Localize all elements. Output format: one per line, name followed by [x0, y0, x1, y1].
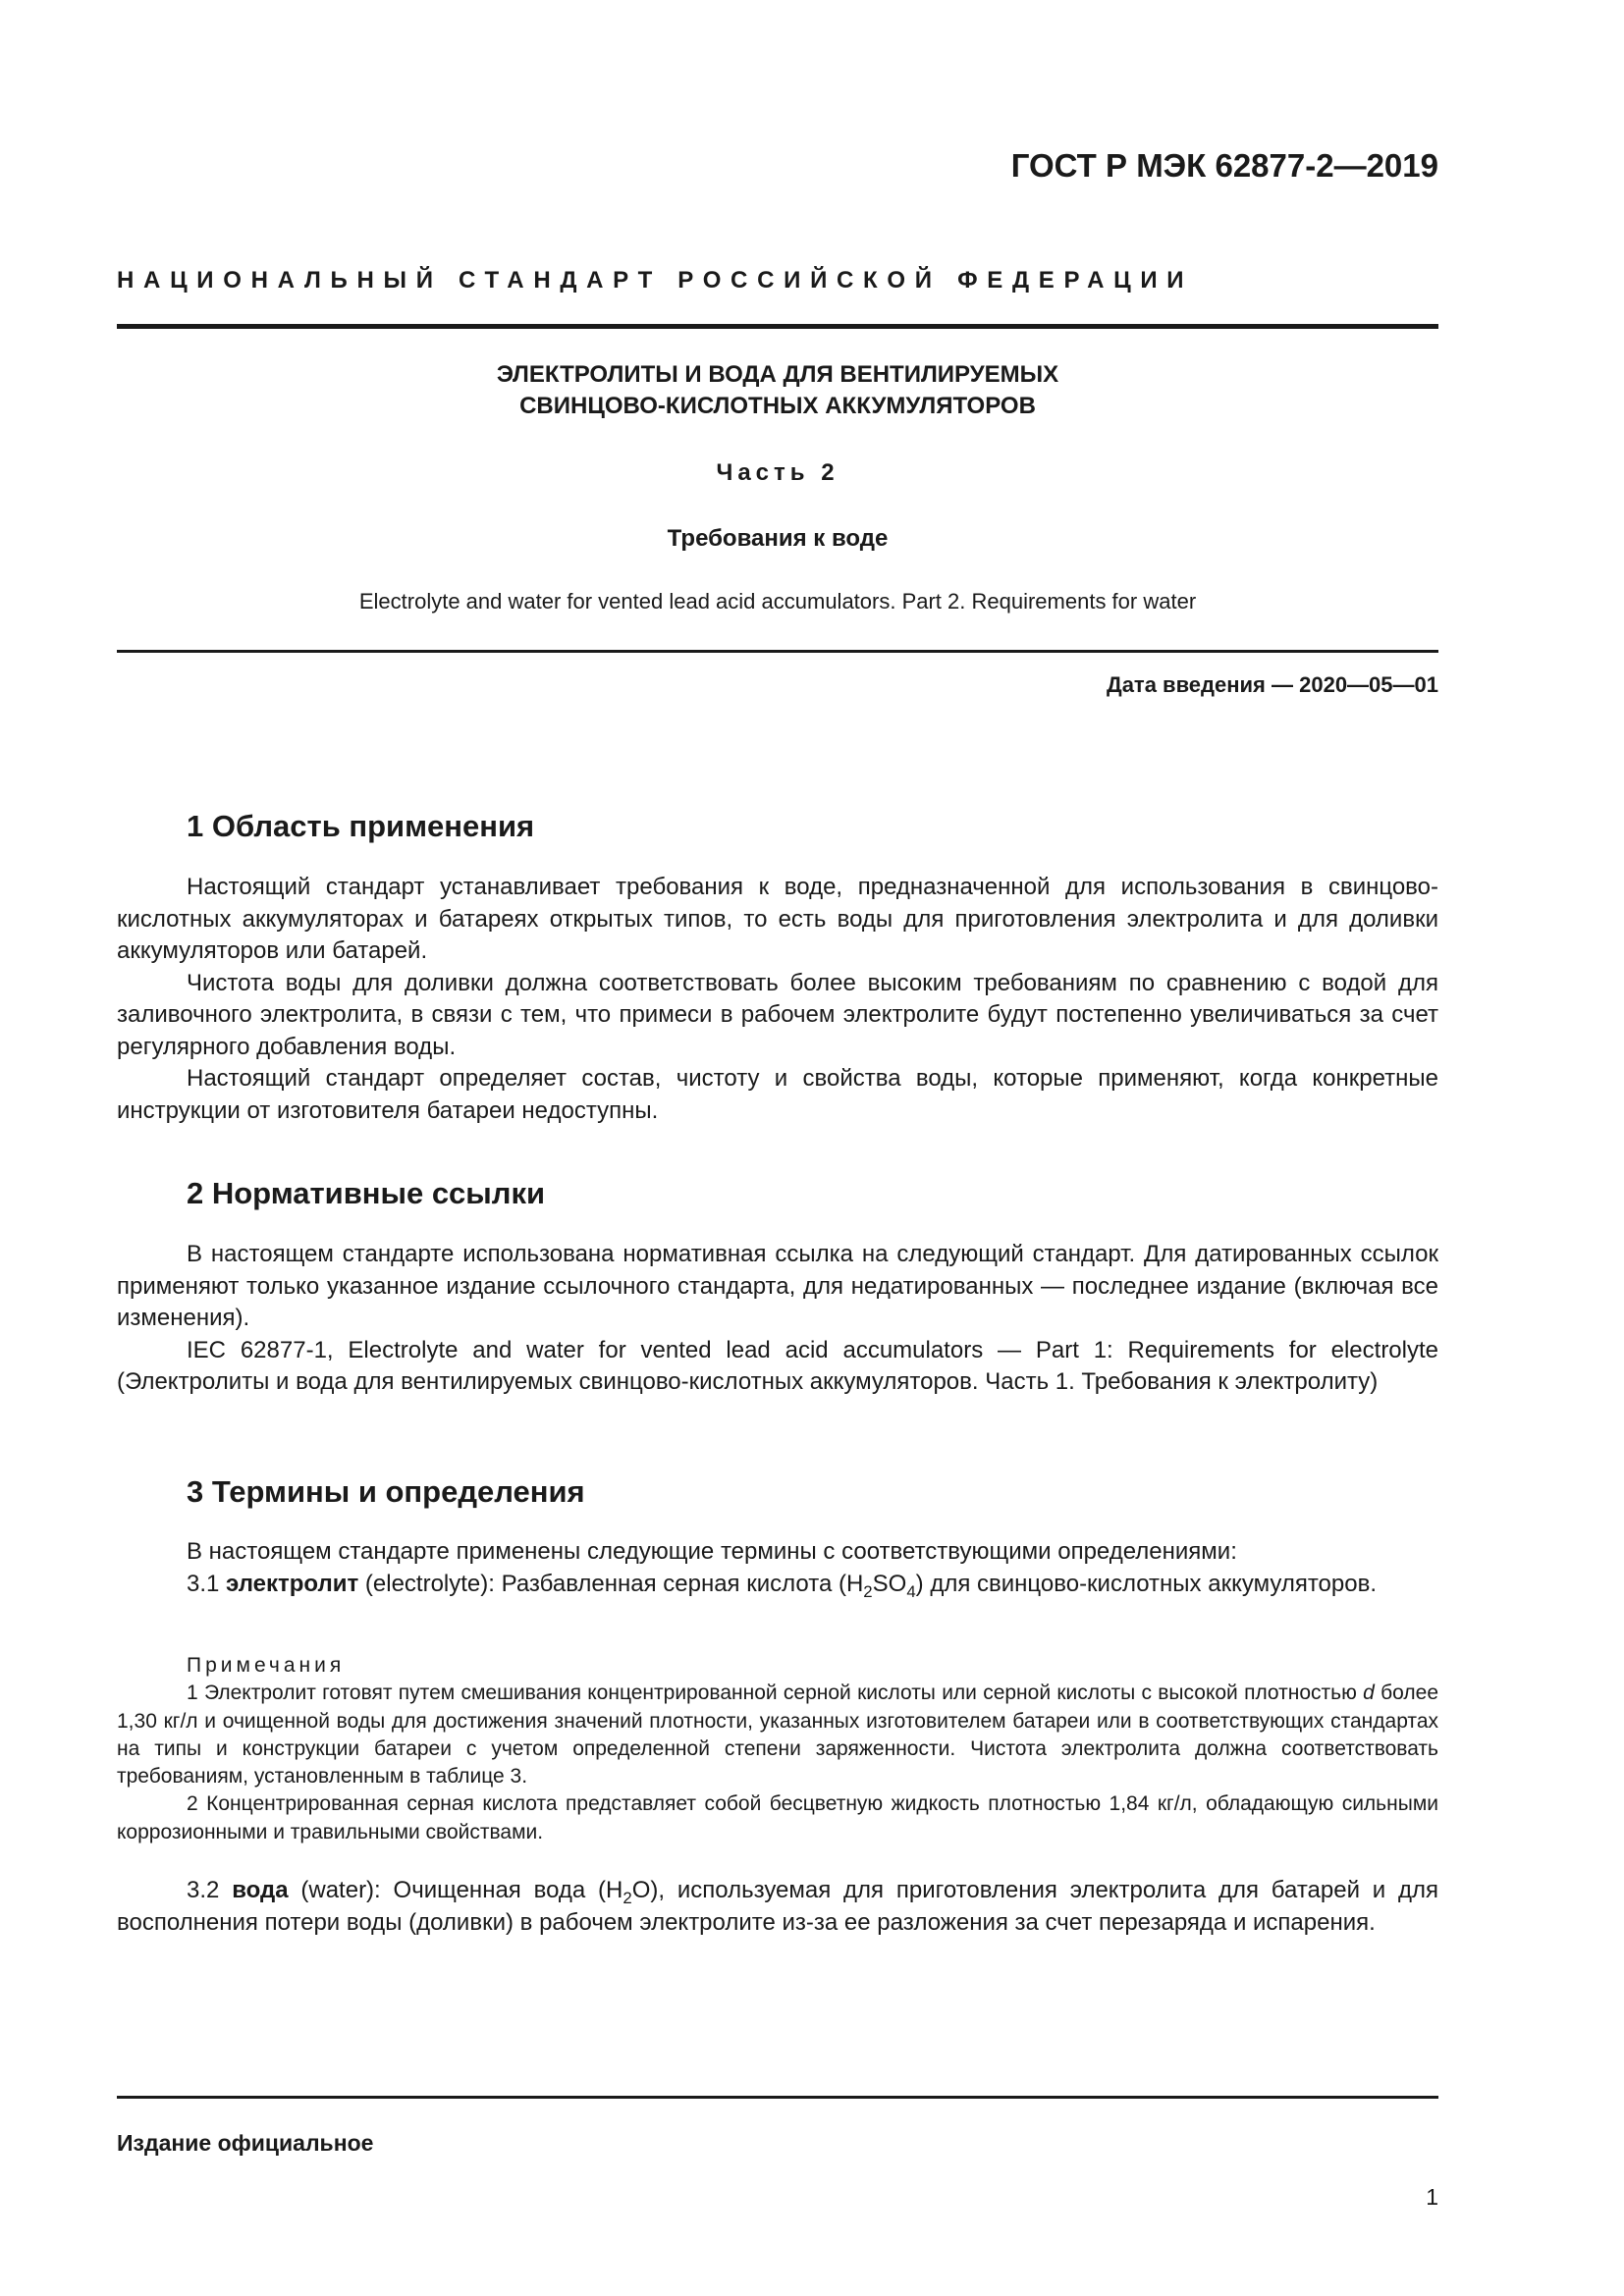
note-1: 1 Электролит готовят путем смешивания концентрированной серной кислоты или серной кислоты с высокой плотностью d более 1,30 кг/л и очищенной воды для достижения значений плотности, указанных изготовителем батареи или в соответствующих стандартах на типы и конструкции батареи с учетом определенной степени заряженности. Чистота электролита должна соответствовать требованиям, установленным в таблице 3.: [117, 1682, 1438, 1789]
footer-rule: [117, 2096, 1438, 2099]
term-name: электролит: [226, 1570, 359, 1597]
notes-label: Примечания: [187, 1654, 346, 1677]
notes-block: [117, 1652, 1438, 1846]
section-1-body: [117, 872, 1438, 1127]
paragraph: Настоящий стандарт устанавливает требования к воде, предназначенной для использования в свинцово-кислотных аккумуляторах и батареях открытых типов, то есть воды для приготовления электролита и для доливки аккумуляторов или батарей.: [117, 874, 1438, 964]
term-3-2: 3.2 вода (water): Очищенная вода $(H_2O)$, используемая для приготовления электролита для батарей и для восполнения потери воды (доливки) в рабочем электролите из-за ее разложения за счет перезаряда и испарения.: [117, 1877, 1439, 1936]
document-title: [117, 359, 1438, 422]
section-2-body: [117, 1239, 1438, 1399]
term-3-1: 3.1 электролит (electrolyte): Разбавленная серная кислота $(H_2SO_4)$ для свинцово-кислотных аккумуляторов.: [187, 1570, 1377, 1601]
official-edition-label: Издание официальное: [117, 2130, 374, 2156]
paragraph: В настоящем стандарте применены следующие термины с соответствующими определениями:: [187, 1538, 1237, 1565]
standard-designation: ГОСТ Р МЭК 62877-2—2019: [1010, 147, 1438, 184]
paragraph: IEC 62877-1, Electrolyte and water for vented lead acid accumulators — Part 1: Requirements for electrolyte (Электролиты и вода для вентилируемых свинцово-кислотных аккумуляторов. Часть 1. Требования к электролиту): [117, 1336, 1438, 1395]
section-3-heading: 3 Термины и определения: [187, 1474, 585, 1509]
section-2-heading: 2 Нормативные ссылки: [187, 1176, 546, 1210]
section-1-heading: 1 Область применения: [187, 809, 535, 843]
introduction-date: Дата введения — 2020—05—01: [1107, 672, 1438, 697]
note-2: 2 Концентрированная серная кислота представляет собой бесцветную жидкость плотностью 1,84 кг/л, обладающую сильными коррозионными и травильными свойствами.: [117, 1792, 1438, 1843]
title-rule: [117, 650, 1438, 653]
title-line-2: СВИНЦОВО-КИСЛОТНЫХ АККУМУЛЯТОРОВ: [519, 393, 1036, 419]
national-standard-banner: НАЦИОНАЛЬНЫЙ СТАНДАРТ РОССИЙСКОЙ ФЕДЕРАЦИИ: [117, 267, 1194, 294]
paragraph: Чистота воды для доливки должна соответствовать более высоким требованиям по сравнению с водой для заливочного электролита, в связи с тем, что примеси в рабочем электролите будут постепенно увеличиваться за счет регулярного добавления воды.: [117, 969, 1438, 1060]
page-number: 1: [1426, 2184, 1438, 2210]
paragraph: В настоящем стандарте использована нормативная ссылка на следующий стандарт. Для датированных ссылок применяют только указанное издание ссылочного стандарта, для недатированных — последнее издание (включая все изменения).: [117, 1241, 1438, 1331]
term-3-2-block: [117, 1875, 1438, 1939]
paragraph: Настоящий стандарт определяет состав, чистоту и свойства воды, которые применяют, когда конкретные инструкции от изготовителя батареи недоступны.: [117, 1065, 1438, 1124]
title-line-1: ЭЛЕКТРОЛИТЫ И ВОДА ДЛЯ ВЕНТИЛИРУЕМЫХ: [496, 361, 1059, 388]
section-3-body: [117, 1536, 1438, 1600]
part-label: Часть 2: [716, 459, 839, 486]
header-rule: [117, 324, 1438, 329]
term-name: вода: [232, 1877, 289, 1903]
part-subtitle: Требования к воде: [667, 525, 889, 552]
english-title: Electrolyte and water for vented lead acid accumulators. Part 2. Requirements for water: [358, 589, 1197, 614]
